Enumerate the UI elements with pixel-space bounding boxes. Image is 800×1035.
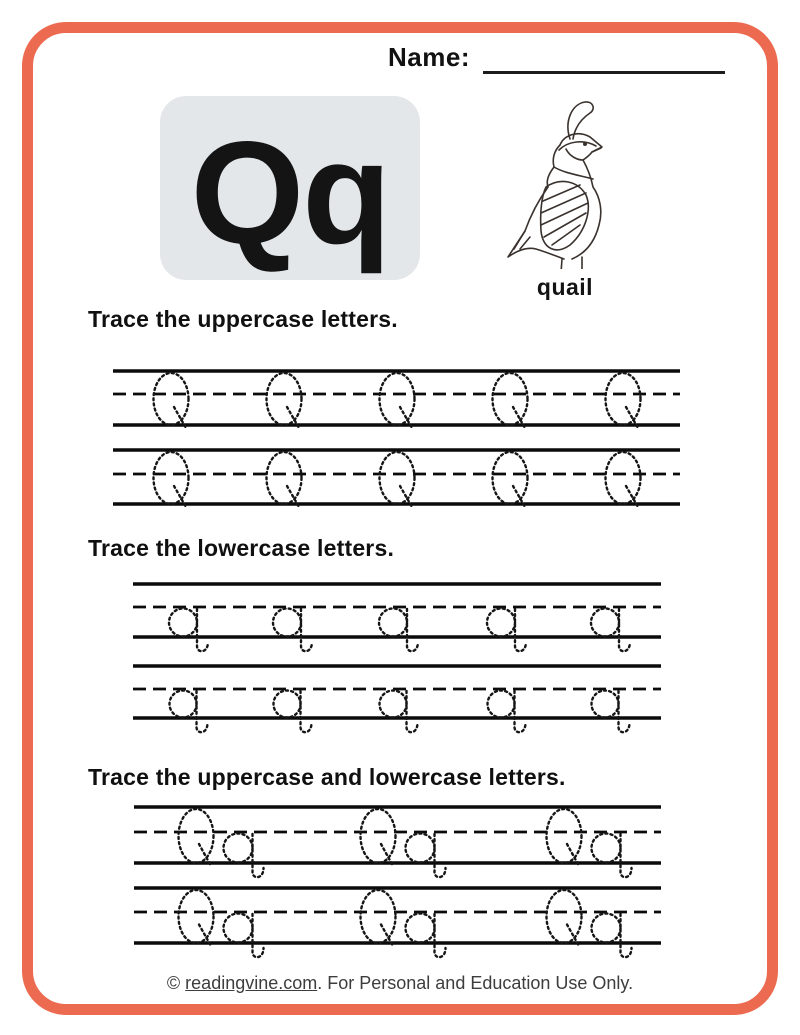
letter-card	[160, 96, 420, 280]
footer	[0, 973, 800, 994]
trace-row	[128, 577, 666, 662]
section-heading-uppercase: Trace the uppercase letters.	[88, 306, 398, 332]
trace-row	[128, 659, 666, 743]
trace-row	[129, 800, 666, 888]
trace-row	[129, 881, 666, 968]
quail-line-art-icon	[500, 97, 630, 269]
section-heading-lowercase: Trace the lowercase letters.	[88, 535, 395, 561]
footer-copyright: ©	[166, 973, 186, 993]
footer-link[interactable]: readingvine.com	[185, 973, 318, 993]
trace-row	[108, 364, 685, 450]
animal-caption: quail	[536, 274, 594, 300]
name-write-line	[483, 71, 725, 74]
section-heading-mixed: Trace the uppercase and lowercase letters.	[88, 764, 566, 790]
quail-illustration	[500, 97, 630, 269]
trace-row	[108, 443, 685, 529]
footer-usage-text: . For Personal and Education Use Only.	[317, 973, 634, 993]
name-label: Name:	[388, 42, 470, 72]
letter-card-text: Qq	[190, 111, 390, 274]
